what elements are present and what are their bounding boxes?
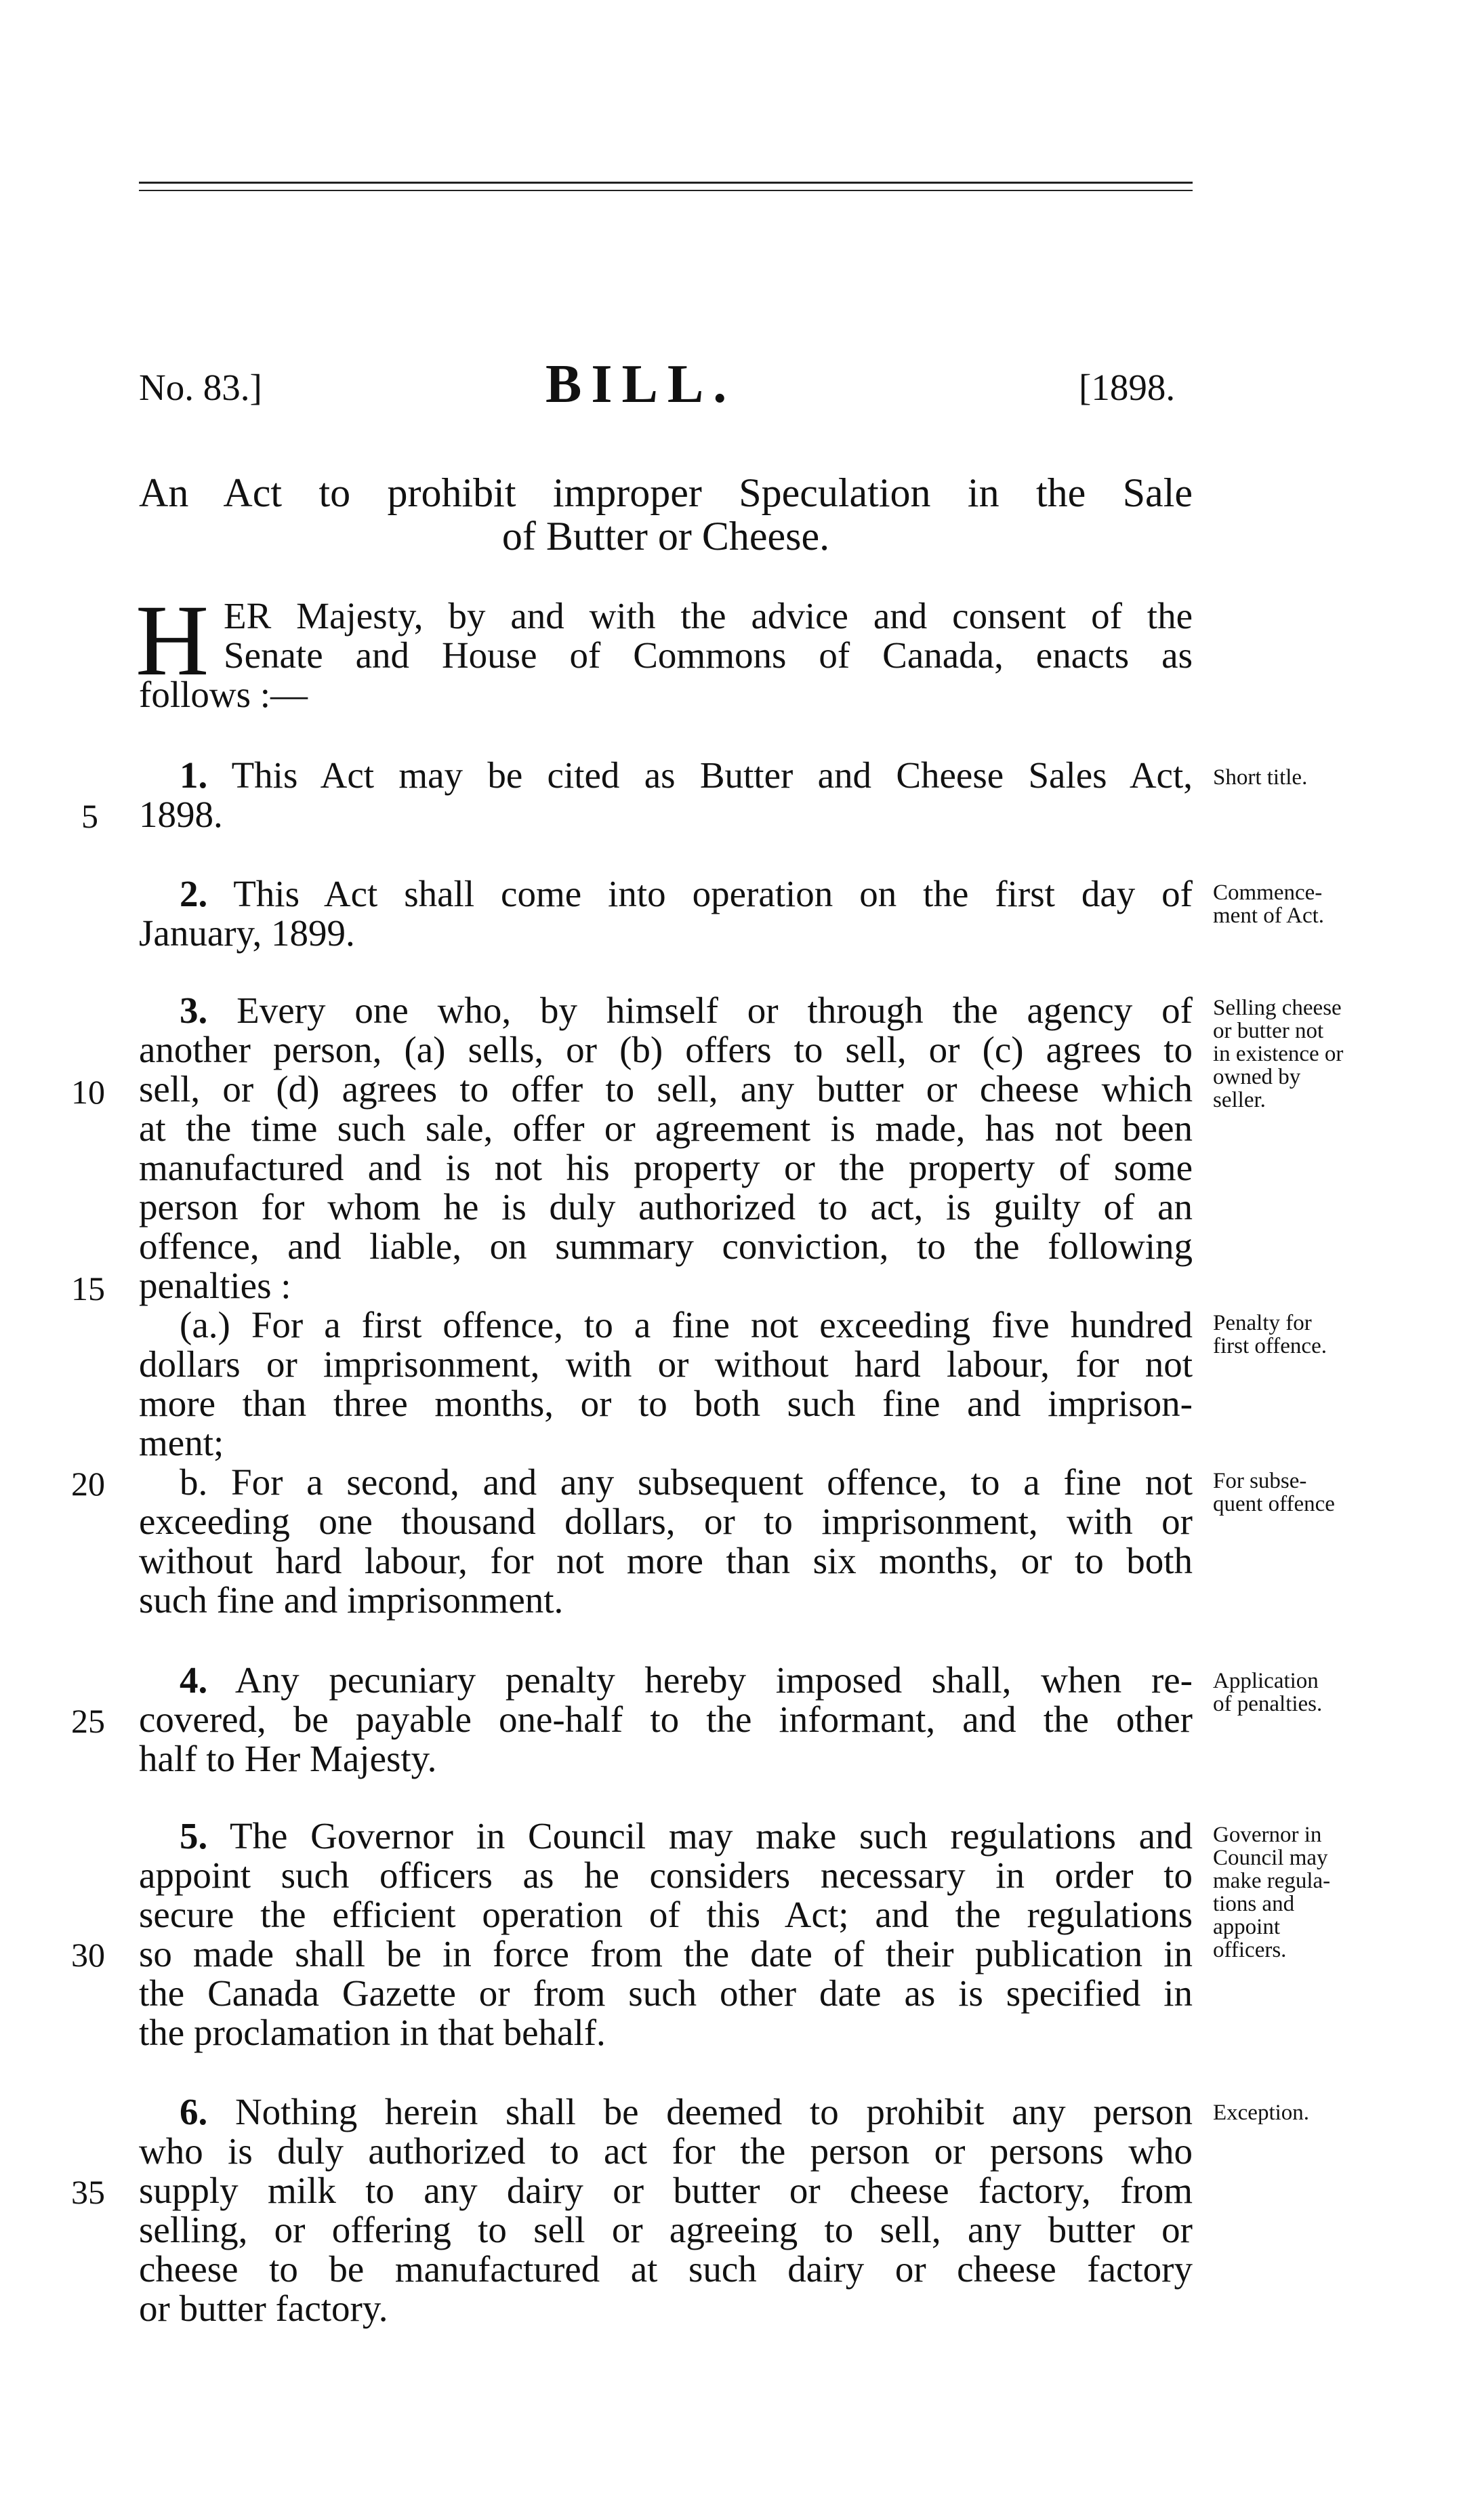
- section-3-line: [139, 991, 1193, 1030]
- section-3-line: sell, or (d) agrees to offer to sell, any butter or cheese which: [139, 1068, 1193, 1110]
- section-5-line: secure the efficient operation of this Act; and the regulations: [139, 1894, 1193, 1935]
- section-5-line: [139, 1817, 1193, 1856]
- margin-note-first-offence: [1213, 1312, 1470, 1358]
- section-3-line: person for whom he is duly authorized to act, is guilty of an: [139, 1186, 1193, 1228]
- long-title-line: An Act to prohibit improper Speculation in the Sale: [139, 470, 1193, 515]
- line-number: 30: [71, 1936, 105, 1974]
- line-number: 15: [71, 1270, 105, 1308]
- margin-note-selling: [1213, 996, 1470, 1112]
- section-6-line: cheese to be manufactured at such dairy or cheese factory: [139, 2248, 1193, 2290]
- margin-note-line: seller.: [1213, 1088, 1266, 1112]
- margin-note-line: Penalty for: [1213, 1311, 1312, 1335]
- margin-note-line: quent offence: [1213, 1492, 1335, 1516]
- section-number: 6.: [180, 2091, 208, 2132]
- bill-number: No. 83.]: [139, 367, 262, 408]
- top-rule-2: [139, 190, 1193, 191]
- preamble-drop-cap: H: [136, 584, 209, 697]
- section-1-line: 1898.: [139, 794, 223, 835]
- section-4: [139, 1661, 1193, 1779]
- section-6-line: supply milk to any dairy or butter or cheese factory, from: [139, 2170, 1193, 2211]
- section-4-line: half to Her Majesty.: [139, 1738, 437, 1779]
- margin-note-line: Governor in: [1213, 1823, 1322, 1847]
- margin-note-governor: [1213, 1823, 1470, 1962]
- margin-note-line: first offence.: [1213, 1334, 1327, 1358]
- section-4-line: covered, be payable one-half to the informant, and the other: [139, 1699, 1193, 1740]
- section-3b-line: exceeding one thousand dollars, or to imprisonment, with or: [139, 1501, 1193, 1542]
- section-4-text: Any pecuniary penalty hereby imposed shall, when re-: [234, 1659, 1193, 1701]
- section-6-line: or butter factory.: [139, 2288, 388, 2329]
- margin-note-line: owned by: [1213, 1065, 1301, 1089]
- section-3b-line: such fine and imprisonment.: [139, 1579, 564, 1621]
- section-6-text: Nothing herein shall be deemed to prohibit any person: [234, 2091, 1193, 2132]
- section-3b: [139, 1463, 1193, 1620]
- section-3-line: manufactured and is not his property or the property of some: [139, 1147, 1193, 1188]
- section-3a-line: (a.) For a first offence, to a fine not exceeding five hundred: [180, 1304, 1193, 1345]
- section-6-line: [139, 2092, 1193, 2132]
- section-3a: [139, 1305, 1193, 1463]
- margin-note-exception: [1213, 2101, 1470, 2124]
- section-1: [139, 756, 1193, 834]
- section-5-text: The Governor in Council may make such regulations and: [229, 1815, 1193, 1857]
- margin-note-line: For subse-: [1213, 1469, 1307, 1493]
- long-title: [139, 471, 1193, 558]
- margin-note-line: Council may: [1213, 1846, 1328, 1870]
- bill-title: BILL.: [545, 354, 737, 414]
- section-number: 5.: [180, 1815, 208, 1857]
- long-title-line: of Butter or Cheese.: [501, 514, 830, 559]
- section-2: [139, 874, 1193, 953]
- section-3-line: at the time such sale, offer or agreement is made, has not been: [139, 1108, 1193, 1149]
- section-6-line: selling, or offering to sell or agreeing to sell, any butter or: [139, 2209, 1193, 2250]
- section-3: [139, 991, 1193, 1305]
- section-3a-line: ment;: [139, 1422, 224, 1463]
- margin-note-line: Commence-: [1213, 880, 1323, 905]
- section-5-line: so made shall be in force from the date of their publication in: [139, 1933, 1193, 1974]
- section-3-line: penalties :: [139, 1265, 291, 1306]
- margin-note-line: Application: [1213, 1669, 1319, 1693]
- section-number: 3.: [180, 990, 208, 1031]
- margin-note-line: of penalties.: [1213, 1692, 1323, 1716]
- top-rule-1: [139, 182, 1193, 184]
- margin-note-subsequent-offence: [1213, 1470, 1470, 1516]
- preamble-line: follows :—: [139, 674, 308, 715]
- section-number: 4.: [180, 1659, 208, 1701]
- section-3-text: Every one who, by himself or through the agency of: [236, 990, 1193, 1031]
- section-3a-line: dollars or imprisonment, with or without hard labour, for not: [139, 1343, 1193, 1385]
- section-6-line: who is duly authorized to act for the person or persons who: [139, 2130, 1193, 2172]
- preamble-line: ER Majesty, by and with the advice and consent of the: [224, 595, 1193, 636]
- margin-note-commencement: [1213, 881, 1470, 927]
- margin-note-line: in existence or: [1213, 1042, 1344, 1066]
- section-5: [139, 1817, 1193, 2052]
- section-3-line: another person, (a) sells, or (b) offers to sell, or (c) agrees to: [139, 1029, 1193, 1070]
- margin-note-line: ment of Act.: [1213, 904, 1325, 928]
- section-number: 1.: [180, 754, 208, 796]
- margin-note-line: officers.: [1213, 1938, 1287, 1962]
- section-3b-line: without hard labour, for not more than six months, or to both: [139, 1540, 1193, 1581]
- section-2-line: January, 1899.: [139, 912, 355, 954]
- margin-note-line: or butter not: [1213, 1019, 1324, 1043]
- section-5-line: appoint such officers as he considers necessary in order to: [139, 1854, 1193, 1896]
- line-number: 35: [71, 2173, 105, 2211]
- section-3a-line: more than three months, or to both such fine and imprison-: [139, 1383, 1193, 1424]
- preamble-last: [139, 675, 1193, 714]
- section-5-line: the proclamation in that behalf.: [139, 2012, 606, 2053]
- section-1-line: [139, 756, 1193, 795]
- section-3b-line: b. For a second, and any subsequent offence, to a fine not: [180, 1461, 1193, 1503]
- section-6: [139, 2092, 1193, 2328]
- section-2-line: [139, 874, 1193, 914]
- section-4-line: [139, 1661, 1193, 1700]
- margin-note-line: Short title.: [1213, 765, 1308, 790]
- bill-year: [1898.: [1079, 367, 1176, 408]
- margin-note-line: make regula-: [1213, 1869, 1331, 1893]
- line-number: 5: [81, 797, 98, 835]
- line-number: 25: [71, 1702, 105, 1740]
- line-number: 20: [71, 1465, 105, 1503]
- section-number: 2.: [180, 873, 208, 914]
- preamble: [224, 596, 1193, 675]
- margin-note-line: Selling cheese: [1213, 996, 1342, 1020]
- margin-note-application: [1213, 1669, 1470, 1716]
- preamble-line: Senate and House of Commons of Canada, enacts as: [224, 634, 1193, 676]
- margin-note-line: Exception.: [1213, 2101, 1310, 2125]
- margin-note-line: tions and: [1213, 1892, 1295, 1916]
- section-1-text: This Act may be cited as Butter and Cheese Sales Act,: [231, 754, 1193, 796]
- section-5-line: the Canada Gazette or from such other date as is specified in: [139, 1972, 1193, 2014]
- margin-note-short-title: [1213, 766, 1470, 789]
- section-3-line: offence, and liable, on summary conviction, to the following: [139, 1225, 1193, 1267]
- margin-note-line: appoint: [1213, 1915, 1280, 1939]
- line-number: 10: [71, 1073, 105, 1111]
- section-2-text: This Act shall come into operation on the first day of: [233, 873, 1193, 914]
